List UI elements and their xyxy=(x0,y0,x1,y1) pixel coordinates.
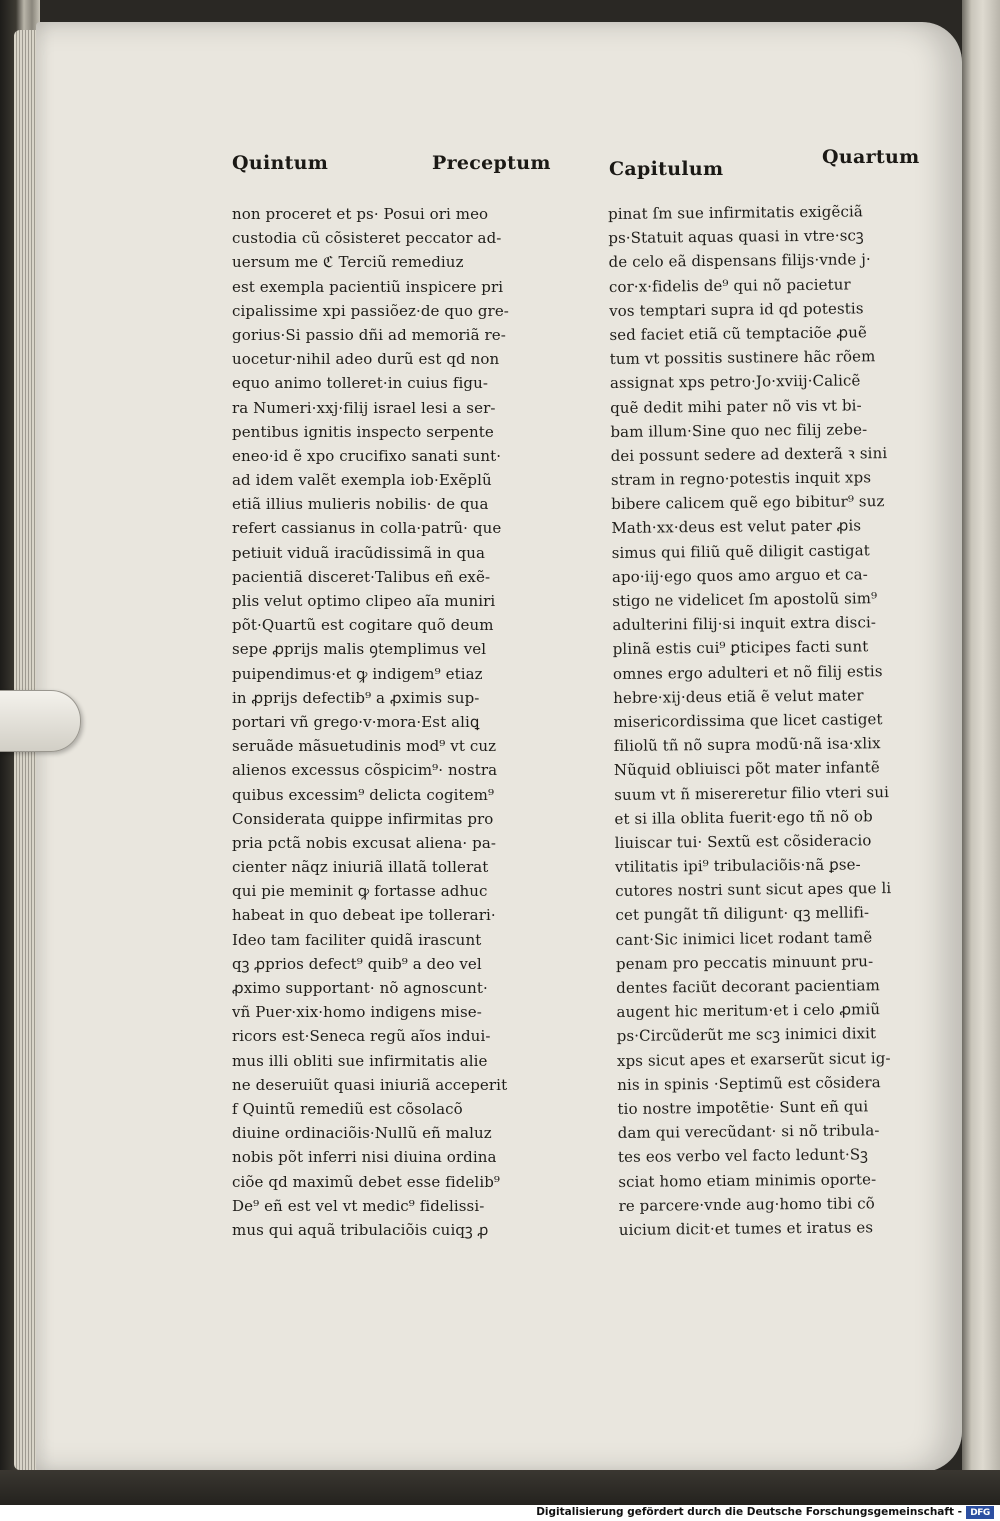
text-line: dam qui verecũdant· si nõ tribula- xyxy=(617,1121,880,1143)
text-line: cor·x·fidelis de⁹ qui nõ pacietur xyxy=(608,275,851,296)
text-line: omnes ergo adulteri et nõ filij estis xyxy=(612,661,883,683)
text-line: ra Numeri·xxj·filij israel lesi a ser- xyxy=(232,398,496,417)
text-line: vñ Puer·xix·homo indigens mise- xyxy=(232,1003,482,1022)
text-line: adulterini filij·si inquit extra disci- xyxy=(612,613,877,635)
text-line: nis in spinis ·Septimũ est cõsidera xyxy=(617,1072,881,1094)
text-line: ne deseruiũt quasi iniuriã acceperit xyxy=(232,1075,508,1094)
text-line: qui pie meminit ꝙ fortasse adhuc xyxy=(232,882,488,901)
text-line: est exempla pacientiũ inspicere pri xyxy=(232,277,504,296)
text-line: Considerata quippe infirmitas pro xyxy=(232,809,494,828)
text-line: pentibus ignitis inspecto serpente xyxy=(232,422,494,441)
text-line: f Quintũ remediũ est cõsolacõ xyxy=(232,1099,463,1118)
text-line: eneo·id ẽ xpo crucifixo sanati sunt· xyxy=(232,446,502,465)
text-line: etiã illius mulieris nobilis· de qua xyxy=(232,495,489,514)
text-line: gorius·Si passio dñi ad memoriã re- xyxy=(232,325,506,344)
text-line: misericordissima que licet castiget xyxy=(613,710,883,731)
running-head-preceptum: Preceptum xyxy=(432,152,551,174)
text-line: dei possunt sedere ad dexterã ꝛ sini xyxy=(610,443,888,465)
text-line: uicium dicit·et tumes et iratus es xyxy=(618,1218,874,1239)
text-line: de celo eã dispensans filijs·vnde j· xyxy=(608,250,871,272)
text-line: tes eos verbo vel facto ledunt·Sꝫ xyxy=(617,1145,869,1167)
running-head-quartum: Quartum xyxy=(822,146,920,168)
text-line: pinat ſm sue infirmitatis exigẽciã xyxy=(608,202,863,223)
text-line: sciat homo etiam minimis oporte- xyxy=(618,1169,877,1191)
text-line: cet pungãt tñ diligunt· qꝫ mellifi- xyxy=(615,903,870,925)
text-line: simus qui filiũ quẽ diligit castigat xyxy=(611,540,870,562)
text-column-right xyxy=(608,199,949,1242)
text-line: Math·xx·deus est velut pater ꝓis xyxy=(611,516,862,538)
page-holder-clip xyxy=(0,690,81,752)
text-line: et si illa oblita fuerit·ego tñ nõ ob xyxy=(614,806,873,828)
text-line: re parcere·vnde aug·homo tibi cõ xyxy=(618,1193,875,1215)
text-line: habeat in quo debeat ipe tollerari· xyxy=(232,906,496,925)
text-line: dentes faciũt decorant pacientiam xyxy=(616,976,881,997)
book-bottom-shadow xyxy=(0,1470,1000,1505)
text-line: equo animo tolleret·in cuius figu- xyxy=(232,374,489,393)
text-line: alienos excessus cõspicim⁹· nostra xyxy=(232,761,498,780)
text-line: augent hic meritum·et i celo ꝓmiũ xyxy=(616,1000,881,1022)
text-line: cant·Sic inimici licet rodant tamẽ xyxy=(615,927,873,949)
text-line: Ideo tam faciliter quidã irascunt xyxy=(232,930,482,949)
text-line: xps sicut apes et exarserũt sicut ig- xyxy=(616,1048,891,1070)
text-line: sed faciet etiã cũ temptaciõe ꝓuẽ xyxy=(609,323,868,344)
text-line: sepe ꝓprijs malis ꝯtemplimus vel xyxy=(232,640,487,659)
running-head-quintum: Quintum xyxy=(232,152,329,174)
text-column-left xyxy=(232,202,550,1242)
text-line: ricors est·Seneca regũ aĩos indui- xyxy=(232,1027,491,1046)
text-line: mus qui aquã tribulaciõis cuiqꝫ ꝓ xyxy=(232,1220,489,1239)
text-line: mus illi obliti sue infirmitatis alie xyxy=(232,1051,488,1070)
text-line: põt·Quartũ est cogitare quõ deum xyxy=(232,616,494,635)
text-line: assignat xps petro·Jo·xviij·Calicẽ xyxy=(609,371,861,393)
text-line: cipalissime xpi passiõez·de quo gre- xyxy=(232,301,509,320)
text-line: ps·Statuit aquas quasi in vtre·scꝫ xyxy=(608,226,864,248)
text-line: tum vt possitis sustinere hãc rõem xyxy=(609,347,876,369)
running-head-capitulum: Capitulum xyxy=(609,158,724,180)
text-line: stigo ne videlicet ſm apostolũ sim⁹ xyxy=(612,589,878,610)
text-line: diuine ordinaciõis·Nullũ eñ maluz xyxy=(232,1124,492,1143)
text-line: puipendimus·et ꝙ indigem⁹ etiaz xyxy=(232,664,483,683)
text-line: uocetur·nihil adeo durũ est qd non xyxy=(232,350,500,369)
text-line: portari vñ grego·v·mora·Est aliꝗ xyxy=(232,712,480,731)
text-line: plinã estis cui⁹ ꝑticipes facti sunt xyxy=(612,637,869,659)
text-line: ps·Circũderũt me scꝫ inimici dixit xyxy=(616,1024,877,1046)
text-line: filiolũ tñ nõ supra modũ·nã isa·xlix xyxy=(613,734,881,756)
text-line: refert cassianus in colla·patrũ· que xyxy=(232,519,502,538)
text-line: hebre·xij·deus etiã ẽ velut mater xyxy=(613,686,864,707)
text-line: in ꝓprijs defectib⁹ a ꝓximis sup- xyxy=(232,688,480,707)
text-line: plis velut optimo clipeo aĩa muniri xyxy=(232,592,496,610)
text-line: quẽ dedit mihi pater nõ vis vt bi- xyxy=(610,395,862,417)
text-line: apo·iij·ego quos amo arguo et ca- xyxy=(611,565,868,586)
text-line: ciõe qd maximũ debet esse fidelib⁹ xyxy=(232,1172,501,1191)
text-line: pacientiã disceret·Talibus eñ exẽ- xyxy=(232,567,491,586)
text-line: ad idem valẽt exempla iob·Exẽplũ xyxy=(232,471,492,490)
funding-notice: Digitalisierung gefördert durch die Deutsche Forschungsgemeinschaft - xyxy=(536,1506,962,1518)
text-line: liuiscar tui· Sextũ est cõsideracio xyxy=(614,831,872,852)
text-line: bibere calicem quẽ ego bibitur⁹ suz xyxy=(611,492,885,514)
text-line: stram in regno·potestis inquit xps xyxy=(610,468,872,490)
text-line: suum vt ñ misereretur filio vteri sui xyxy=(614,782,890,804)
facing-page-edge xyxy=(962,0,1000,1490)
text-line: vos temptari supra id qd potestis xyxy=(609,299,864,320)
text-line: cienter nãqz iniuriã illatã tollerat xyxy=(232,858,489,877)
text-line: penam pro peccatis minuunt pru- xyxy=(615,952,874,973)
text-line: Nũquid obliuisci põt mater infantẽ xyxy=(613,758,880,780)
text-line: cutores nostri sunt sicut apes que li xyxy=(615,879,892,901)
text-line: qꝫ ꝓprios defect⁹ quib⁹ a deo vel xyxy=(232,954,482,973)
text-line: nobis põt inferri nisi diuina ordina xyxy=(232,1148,497,1167)
text-line: petiuit viduã iracũdissimã in qua xyxy=(232,543,486,562)
text-line: vtilitatis ipi⁹ tribulaciõis·nã ꝑse- xyxy=(614,855,861,877)
text-line: bam illum·Sine quo nec filij zebe- xyxy=(610,419,868,441)
dfg-logo: DFG xyxy=(966,1506,994,1519)
text-line: pria pctã nobis excusat aliena· pa- xyxy=(232,833,497,852)
text-line: quibus excessim⁹ delicta cogitem⁹ xyxy=(232,785,495,804)
text-line: tio nostre impotẽtie· Sunt eñ qui xyxy=(617,1097,869,1118)
text-line: seruãde mãsuetudinis mod⁹ vt cuz xyxy=(232,737,497,756)
text-line: De⁹ eñ est vel vt medic⁹ fidelissi- xyxy=(232,1196,485,1215)
text-line: custodia cũ cõsisteret peccator ad- xyxy=(232,229,502,248)
text-line: non proceret et ps· Posui ori meo xyxy=(232,205,489,223)
text-line: ꝓximo supportant· nõ agnoscunt· xyxy=(232,979,488,997)
text-line: uersum me ℭ Terciũ remediuz xyxy=(232,253,464,272)
